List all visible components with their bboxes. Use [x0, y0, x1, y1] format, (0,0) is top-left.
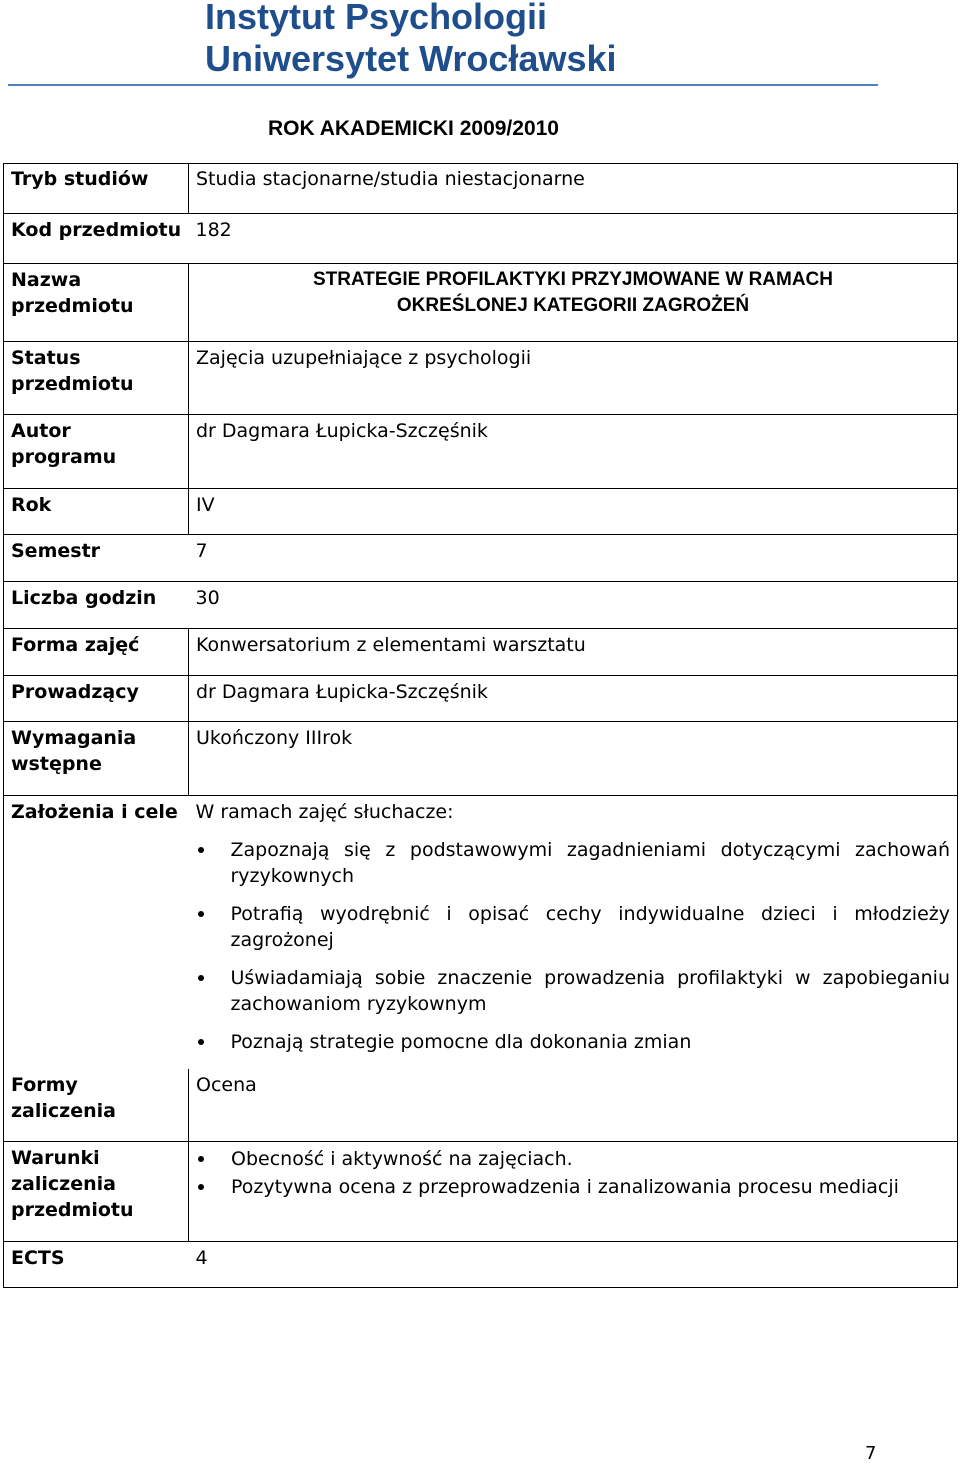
label-status — [4, 342, 189, 415]
value-semestr: 7 — [189, 535, 958, 582]
row-rok — [4, 489, 958, 535]
label-wymagania-2: wstępne — [11, 753, 102, 775]
conditions-list — [196, 1146, 950, 1200]
value-ects: 4 — [189, 1242, 958, 1288]
row-status — [4, 342, 958, 415]
label-kod: Kod przedmiotu — [4, 214, 189, 264]
goal-item: Zapoznają się z podstawowymi zagadnieniami dotyczącymi zachowań ryzykownych — [230, 839, 950, 887]
value-forma: Konwersatorium z elementami warsztatu — [189, 629, 958, 676]
row-semestr — [4, 535, 958, 582]
row-wymagania — [4, 722, 958, 796]
label-rok: Rok — [4, 489, 189, 535]
label-nazwa-1: Nazwa — [11, 269, 82, 291]
label-zalozenia: Założenia i cele — [4, 796, 189, 1069]
label-autor-1: Autor — [11, 420, 71, 442]
label-formy-1: Formy — [11, 1073, 78, 1096]
label-godziny: Liczba godzin — [4, 582, 189, 629]
row-godziny — [4, 582, 958, 629]
label-autor-2: programu — [11, 446, 117, 468]
title-line-2: Uniwersytet Wrocławski — [205, 38, 617, 79]
label-nazwa-2: przedmiotu — [11, 295, 134, 317]
value-nazwa — [189, 264, 958, 342]
row-autor — [4, 415, 958, 489]
label-formy-2: zaliczenia — [11, 1099, 116, 1122]
row-zalozenia — [4, 796, 958, 1069]
label-semestr: Semestr — [4, 535, 189, 582]
value-warunki — [189, 1142, 958, 1242]
header-rule — [8, 84, 878, 86]
institute-title — [205, 0, 617, 80]
label-warunki-2: zaliczenia — [11, 1173, 116, 1195]
title-line-1: Instytut Psychologii — [205, 0, 548, 37]
label-prowadzacy: Prowadzący — [4, 676, 189, 722]
row-kod — [4, 214, 958, 264]
label-status-2: przedmiotu — [11, 373, 134, 395]
value-godziny: 30 — [189, 582, 958, 629]
label-autor — [4, 415, 189, 489]
value-kod: 182 — [189, 214, 958, 264]
value-rok: IV — [189, 489, 958, 535]
goal-item: Poznają strategie pomocne dla dokonania zmian — [231, 1029, 951, 1055]
goals-list — [196, 837, 951, 1055]
label-warunki-1: Warunki — [11, 1147, 100, 1169]
label-warunki — [4, 1142, 189, 1242]
row-forma — [4, 629, 958, 676]
label-ects: ECTS — [4, 1242, 189, 1288]
condition-item: Pozytywna ocena z przeprowadzenia i zanalizowania procesu mediacji — [231, 1174, 950, 1200]
value-formy: Ocena — [189, 1069, 958, 1142]
row-ects — [4, 1242, 958, 1288]
label-nazwa — [4, 264, 189, 342]
syllabus-table — [3, 163, 958, 1288]
subject-line-1: STRATEGIE PROFILAKTYKI PRZYJMOWANE W RAMACH — [312, 269, 834, 290]
row-tryb — [4, 164, 958, 214]
label-wymagania — [4, 722, 189, 796]
label-formy — [4, 1069, 189, 1142]
label-warunki-3: przedmiotu — [11, 1199, 134, 1221]
row-prowadzacy — [4, 676, 958, 722]
label-status-1: Status — [11, 347, 81, 369]
academic-year: ROK AKADEMICKI 2009/2010 — [268, 117, 559, 140]
label-wymagania-1: Wymagania — [11, 727, 137, 749]
value-status: Zajęcia uzupełniające z psychologii — [189, 342, 958, 415]
row-nazwa — [4, 264, 958, 342]
row-formy — [4, 1069, 958, 1142]
page-number: 7 — [865, 1443, 877, 1464]
value-prowadzacy: dr Dagmara Łupicka-Szczęśnik — [189, 676, 958, 722]
value-tryb: Studia stacjonarne/studia niestacjonarne — [189, 164, 958, 214]
goal-item: Uświadamiają sobie znaczenie prowadzenia profilaktyki w zapobieganiu zachowaniom ryzykownym — [230, 967, 950, 1015]
row-warunki — [4, 1142, 958, 1242]
label-tryb: Tryb studiów — [4, 164, 189, 214]
label-forma: Forma zajęć — [4, 629, 189, 676]
condition-item: Obecność i aktywność na zajęciach. — [231, 1146, 950, 1172]
value-zalozenia — [189, 796, 958, 1069]
goal-item: Potrafią wyodrębnić i opisać cechy indywidualne dzieci i młodzieży zagrożonej — [230, 903, 950, 951]
zalozenia-intro: W ramach zajęć słuchacze: — [195, 801, 454, 823]
value-autor: dr Dagmara Łupicka-Szczęśnik — [189, 415, 958, 489]
subject-line-2: OKREŚLONEJ KATEGORII ZAGROŻEŃ — [396, 295, 750, 316]
value-wymagania: Ukończony IIIrok — [189, 722, 958, 796]
